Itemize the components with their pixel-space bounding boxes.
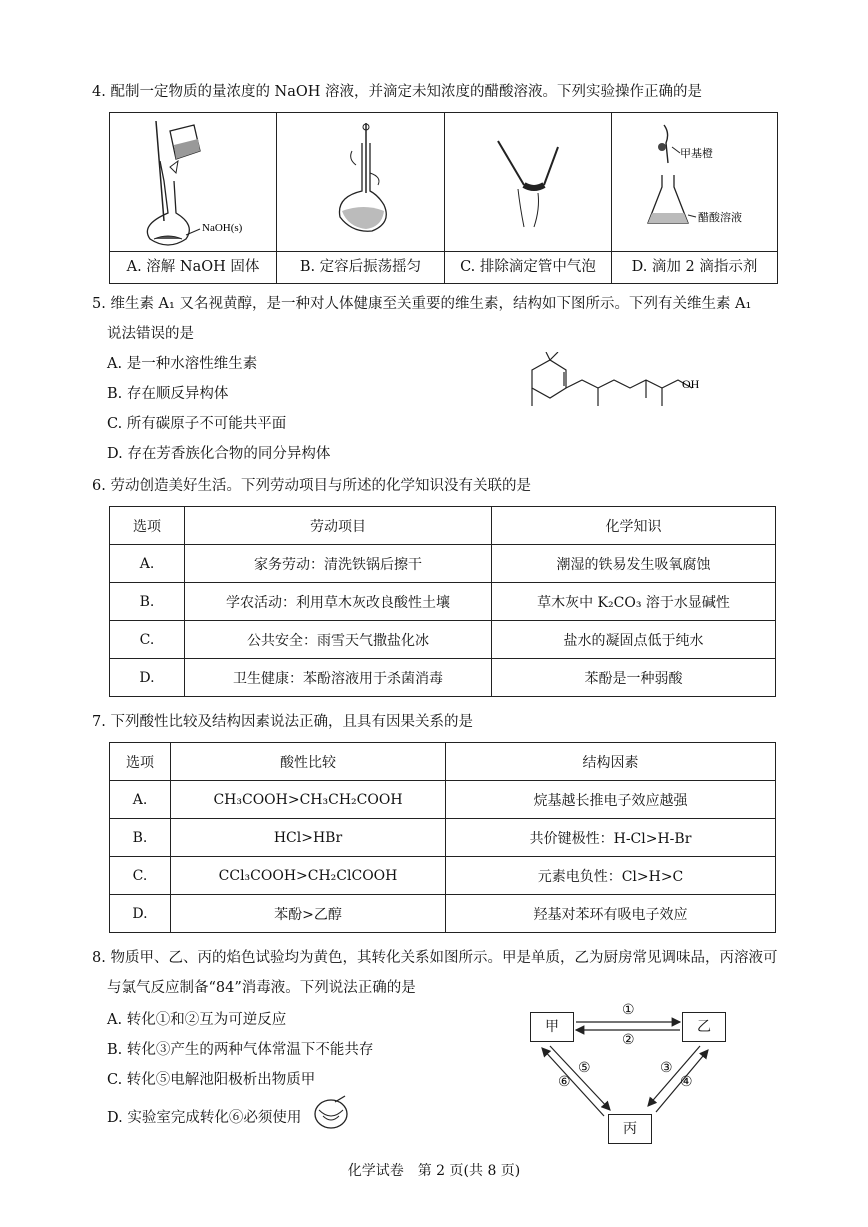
indicator-label: 甲基橙 [680, 147, 713, 160]
cell: B. [110, 819, 171, 857]
cell: 共价键极性：H-Cl>H-Br [446, 819, 776, 857]
oh-label: OH [682, 377, 700, 391]
q8-stem-line2: 与氯气反应制备“84”消毒液。下列说法正确的是 [107, 980, 416, 996]
table-row [110, 545, 776, 583]
conversion-diagram [520, 1000, 770, 1150]
arrow-label-6: ⑥ [558, 1074, 571, 1090]
node-yi: 乙 [682, 1012, 726, 1042]
cell: 卫生健康：苯酚溶液用于杀菌消毒 [185, 659, 492, 697]
q5-stem-line1: 5. 维生素 A₁ 又名视黄醇，是一种对人体健康至关重要的维生素，结构如下图所示。下列有关维生素 A₁ [92, 296, 752, 312]
q5-stem-line2: 说法错误的是 [107, 326, 194, 342]
caption-a: A. 溶解 NaOH 固体 [126, 259, 260, 275]
q5-option-b: B. 存在顺反异构体 [107, 386, 229, 402]
cell: 盐水的凝固点低于纯水 [492, 621, 776, 659]
cell: A. [110, 545, 185, 583]
cell: 家务劳动：清洗铁锅后擦干 [185, 545, 492, 583]
shake-flask-illustration [326, 123, 406, 243]
cell: A. [110, 781, 171, 819]
arrow-label-4: ④ [680, 1074, 693, 1090]
dissolve-naoh-illustration [130, 121, 270, 249]
q5-option-d: D. 存在芳香族化合物的同分异构体 [107, 446, 331, 462]
cell: HCl>HBr [171, 819, 446, 857]
table-row [110, 781, 776, 819]
caption-b: B. 定容后振荡摇匀 [299, 259, 422, 275]
arrow-label-1: ① [622, 1002, 635, 1018]
cell: 元素电负性：Cl>H>C [446, 857, 776, 895]
evaporating-dish-icon [311, 1092, 351, 1132]
q7-stem: 7. 下列酸性比较及结构因素说法正确，且具有因果关系的是 [92, 714, 473, 730]
cell: 草木灰中 K₂CO₃ 溶于水显碱性 [492, 583, 776, 621]
table-row [110, 621, 776, 659]
cell: 羟基对苯环有吸电子效应 [446, 895, 776, 933]
acid-label: 醋酸溶液 [698, 211, 742, 224]
cell: 潮湿的铁易发生吸氧腐蚀 [492, 545, 776, 583]
cell: C. [110, 621, 185, 659]
q8-option-c: C. 转化⑤电解池阳极析出物质甲 [107, 1072, 316, 1088]
table-row [110, 819, 776, 857]
cell: B. [110, 583, 185, 621]
cell: CH₃COOH>CH₃CH₂COOH [171, 781, 446, 819]
table-row [110, 857, 776, 895]
q7-table [109, 742, 776, 933]
cell: 烷基越长推电子效应越强 [446, 781, 776, 819]
burette-bubble-illustration [494, 137, 574, 237]
naoh-label: NaOH(s) [202, 222, 243, 234]
q6-stem: 6. 劳动创造美好生活。下列劳动项目与所述的化学知识没有关联的是 [92, 478, 531, 494]
q6-header-option: 选项 [110, 507, 185, 545]
q8-option-d: D. 实验室完成转化⑥必须使用 [107, 1110, 302, 1126]
node-bing: 丙 [608, 1114, 652, 1144]
cell: CCl₃COOH>CH₂ClCOOH [171, 857, 446, 895]
cell: 苯酚>乙醇 [171, 895, 446, 933]
cell: C. [110, 857, 171, 895]
retinol-structure [520, 352, 710, 412]
q8-option-a: A. 转化①和②互为可逆反应 [107, 1012, 287, 1028]
q7-header-structure: 结构因素 [446, 743, 776, 781]
q4-stem: 4. 配制一定物质的量浓度的 NaOH 溶液，并滴定未知浓度的醋酸溶液。下列实验操作正确的是 [92, 84, 703, 100]
cell: 学农活动：利用草木灰改良酸性土壤 [185, 583, 492, 621]
arrow-label-3: ③ [660, 1060, 673, 1076]
cell: 苯酚是一种弱酸 [492, 659, 776, 697]
table-row [110, 895, 776, 933]
node-jia: 甲 [530, 1012, 574, 1042]
arrow-label-2: ② [622, 1032, 635, 1048]
caption-d: D. 滴加 2 滴指示剂 [631, 259, 758, 275]
q7-header-acidity: 酸性比较 [171, 743, 446, 781]
table-row [110, 583, 776, 621]
q7-header-option: 选项 [110, 743, 171, 781]
q6-table [109, 506, 776, 697]
q6-header-chem: 化学知识 [492, 507, 776, 545]
table-row [110, 659, 776, 697]
q8-option-b: B. 转化③产生的两种气体常温下不能共存 [107, 1042, 374, 1058]
q5-option-a: A. 是一种水溶性维生素 [107, 356, 258, 372]
q8-stem-line1: 8. 物质甲、乙、丙的焰色试验均为黄色，其转化关系如图所示。甲是单质，乙为厨房常见调味品，丙溶液可 [92, 950, 778, 966]
arrow-label-5: ⑤ [578, 1060, 591, 1076]
q5-option-c: C. 所有碳原子不可能共平面 [107, 416, 287, 432]
caption-c: C. 排除滴定管中气泡 [460, 259, 596, 275]
page-footer: 化学试卷 第 2 页(共 8 页) [347, 1163, 521, 1179]
add-indicator-illustration [640, 123, 776, 243]
cell: D. [110, 659, 185, 697]
q6-header-labor: 劳动项目 [185, 507, 492, 545]
q4-figure-table [109, 112, 778, 284]
cell: 公共安全：雨雪天气撒盐化冰 [185, 621, 492, 659]
cell: D. [110, 895, 171, 933]
